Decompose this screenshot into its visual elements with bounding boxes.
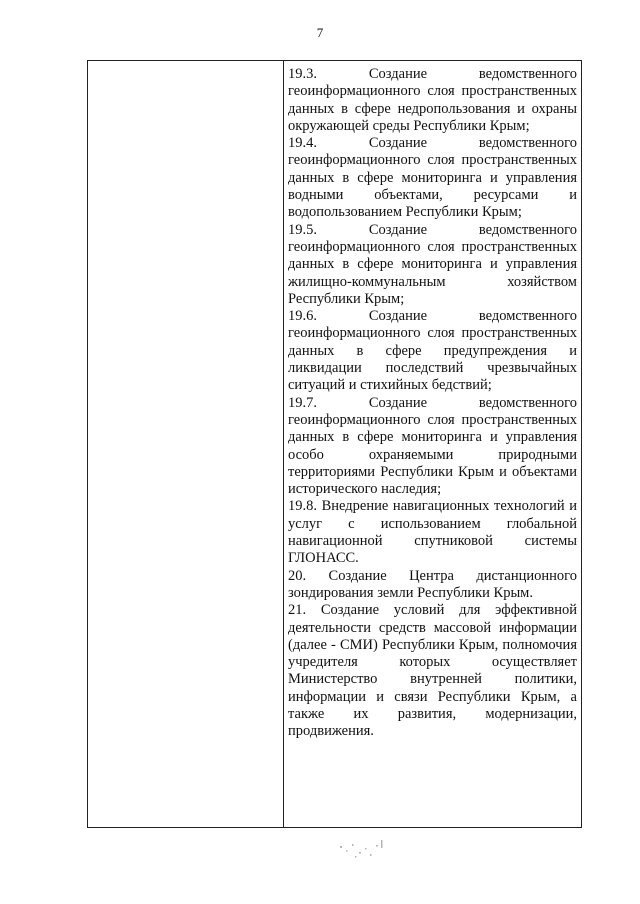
list-item-19-6: 19.6. Создание ведомственного геоинформационного слоя пространственных данных в сфере предупреждения и ликвидации последствий чрезвычайных ситуаций и стихийных бедствий; <box>288 308 577 394</box>
list-item-19-5: 19.5. Создание ведомственного геоинформационного слоя пространственных данных в сфере мониторинга и управления жилищно-коммунальным хозяйством Республики Крым; <box>288 221 577 307</box>
document-table <box>87 60 582 828</box>
list-item-19-4: 19.4. Создание ведомственного геоинформационного слоя пространственных данных в сфере мониторинга и управления водными объектами, ресурсами и водопользованием Республики Крым; <box>288 135 577 221</box>
list-item-21: 21. Создание условий для эффективной деятельности средств массовой информации (далее - СМИ) Республики Крым, полномочия учредителя которых осуществляет Министерство внутренней политики, информации и связи Республики Крым, а также их развития, модернизации, продвижения. <box>288 602 577 740</box>
list-item-19-8: 19.8. Внедрение навигационных технологий и услуг с использованием глобальной навигационной спутниковой системы ГЛОНАСС. <box>288 498 577 567</box>
list-item-20: 20. Создание Центра дистанционного зондирования земли Республики Крым. <box>288 567 577 601</box>
table-left-cell <box>88 61 284 827</box>
list-item-19-7: 19.7. Создание ведомственного геоинформационного слоя пространственных данных в сфере мониторинга и управления особо охраняемыми природными территориями Республики Крым и объектами исторического наследия; <box>288 394 577 498</box>
scan-artifact <box>332 836 392 864</box>
page-number: 7 <box>316 25 324 40</box>
list-item-19-3: 19.3. Создание ведомственного геоинформационного слоя пространственных данных в сфере недропользования и охраны окружающей среды Республики Крым; <box>288 66 577 134</box>
table-right-cell <box>284 61 581 827</box>
